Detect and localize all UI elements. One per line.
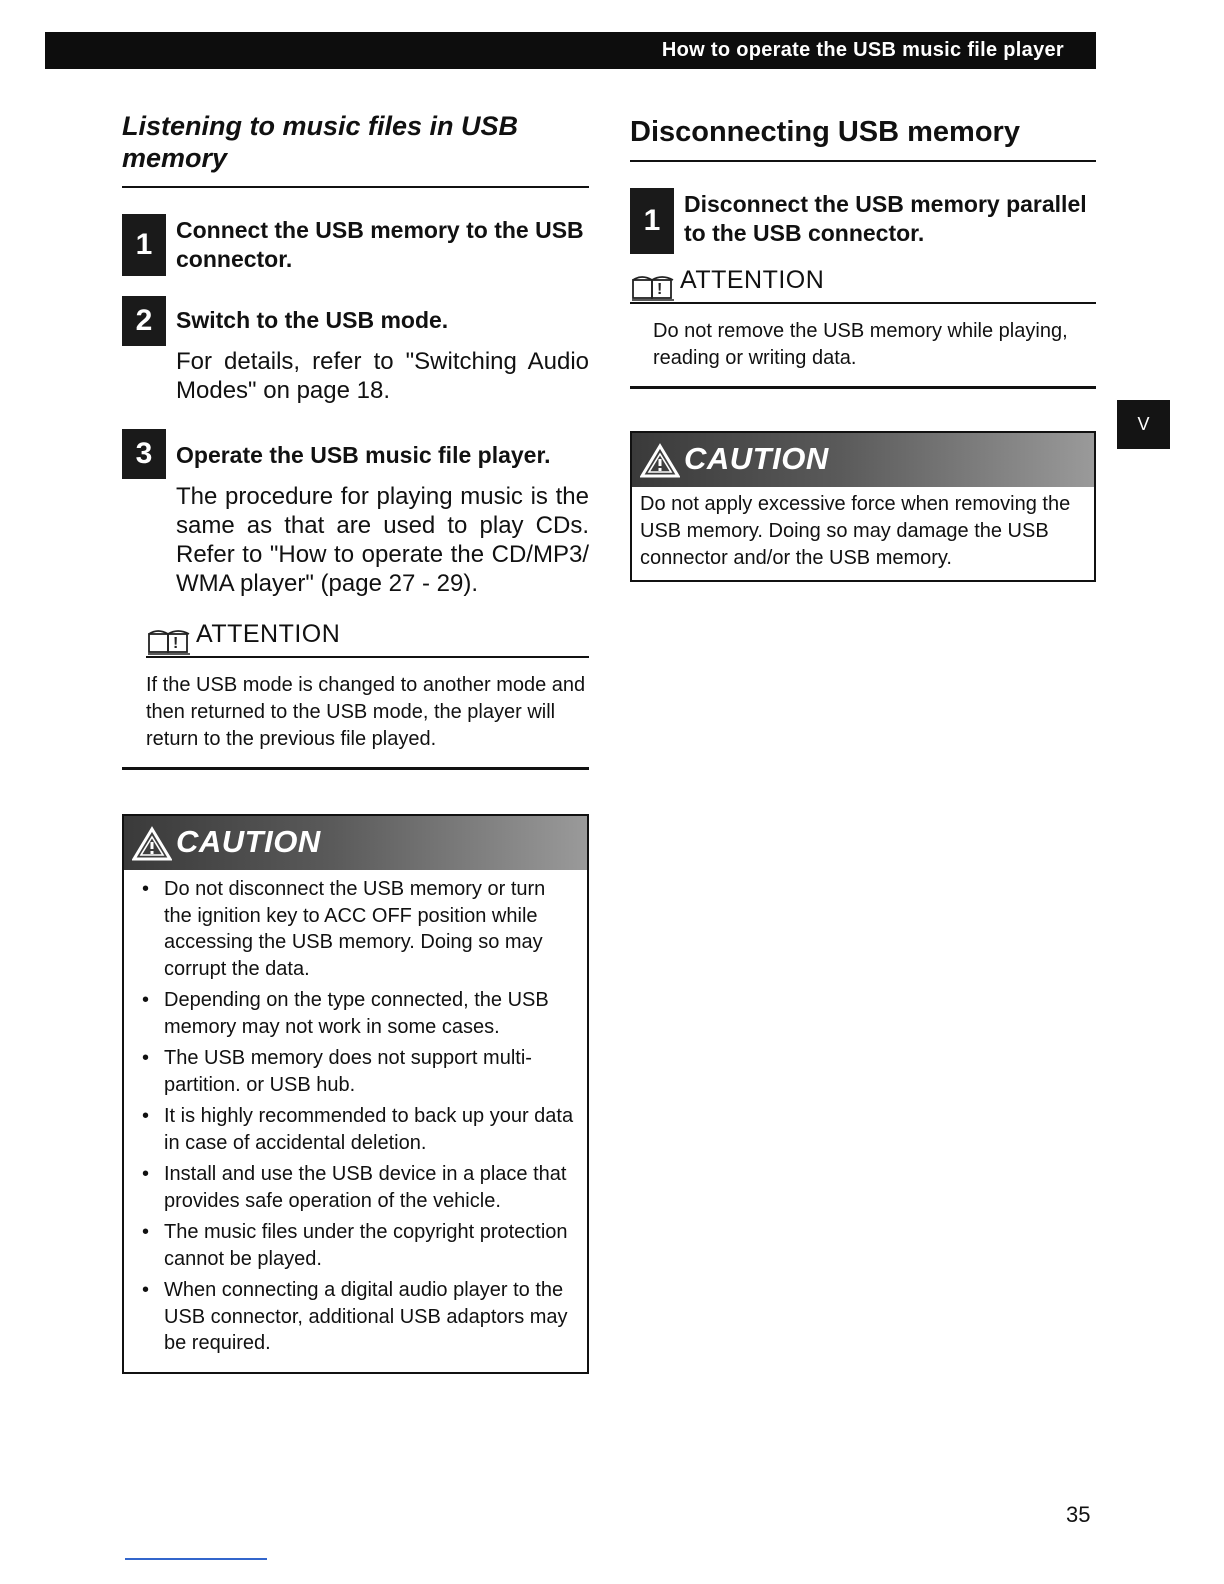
step-number-badge: 3 — [122, 429, 166, 479]
attention-header — [630, 266, 1096, 304]
right-column — [630, 110, 1096, 582]
caution-label: CAUTION — [684, 441, 829, 476]
step-body: For details, refer to "Switching Audio Modes" on page 18. — [176, 348, 589, 404]
left-section-title: Listening to music files in USB memory — [122, 110, 589, 188]
attention-text: If the USB mode is changed to another mode and then returned to the USB mode, the player will return to the previous file played. — [146, 674, 586, 750]
caution-item: • Do not disconnect the USB memory or turn the ignition key to ACC OFF position while accessing the USB memory. Doing so may corrupt the data. — [138, 876, 575, 982]
page-number: 35 — [1066, 1502, 1091, 1527]
footer-line — [125, 1558, 267, 1560]
caution-header — [124, 816, 587, 870]
step-title: Connect the USB memory to the USB connector. — [176, 217, 584, 272]
caution-label: CAUTION — [176, 824, 321, 859]
right-step-1 — [630, 188, 1096, 248]
caution-text: Do not apply excessive force when removing the USB memory. Doing so may damage the USB connector and/or the USB memory. — [640, 493, 1071, 569]
attention-text: Do not remove the USB memory while playing, reading or writing data. — [653, 320, 1068, 369]
right-caution-box — [630, 431, 1096, 582]
caution-item: • Depending on the type connected, the USB memory may not work in some cases. — [138, 987, 575, 1040]
header-title: How to operate the USB music file player — [661, 39, 1064, 61]
caution-list — [124, 870, 587, 1372]
attention-header — [146, 620, 589, 658]
book-icon — [146, 624, 192, 658]
caution-item: • It is highly recommended to back up your data in case of accidental deletion. — [138, 1103, 575, 1156]
warning-icon — [640, 443, 680, 479]
right-attention — [630, 266, 1096, 372]
left-step-2 — [122, 296, 589, 405]
chapter-tab: V — [1117, 400, 1170, 449]
divider — [122, 767, 589, 770]
caution-item: • The music files under the copyright protection cannot be played. — [138, 1219, 575, 1272]
left-column — [122, 110, 589, 1374]
book-icon — [630, 270, 676, 304]
caution-item: • Install and use the USB device in a place that provides safe operation of the vehicle. — [138, 1161, 575, 1214]
step-title: Operate the USB music file player. — [176, 442, 551, 468]
svg-text:!: ! — [173, 635, 179, 652]
left-step-1 — [122, 214, 589, 274]
step-title: Disconnect the USB memory parallel to the USB connector. — [684, 191, 1087, 246]
caution-item: • When connecting a digital audio player to the USB connector, additional USB adaptors may be required. — [138, 1277, 575, 1357]
caution-item: • The USB memory does not support multi-partition. or USB hub. — [138, 1045, 575, 1098]
attention-label: ATTENTION — [680, 266, 825, 294]
left-caution-box — [122, 814, 589, 1374]
caution-header — [632, 433, 1094, 487]
svg-text:!: ! — [657, 281, 663, 298]
step-body: The procedure for playing music is the same as that are used to play CDs. Refer to "How to operate the CD/MP3/ WMA player" (page 27 - 29). — [176, 483, 589, 597]
left-step-3 — [122, 429, 589, 598]
left-attention — [122, 620, 589, 753]
step-number-badge: 2 — [122, 296, 166, 346]
divider — [630, 386, 1096, 389]
step-title: Switch to the USB mode. — [176, 307, 449, 333]
attention-label: ATTENTION — [196, 620, 341, 648]
warning-icon — [132, 826, 172, 862]
step-number-badge: 1 — [122, 214, 166, 276]
header-bar — [45, 32, 1096, 69]
right-section-title: Disconnecting USB memory — [630, 110, 1096, 162]
step-number-badge: 1 — [630, 188, 674, 254]
